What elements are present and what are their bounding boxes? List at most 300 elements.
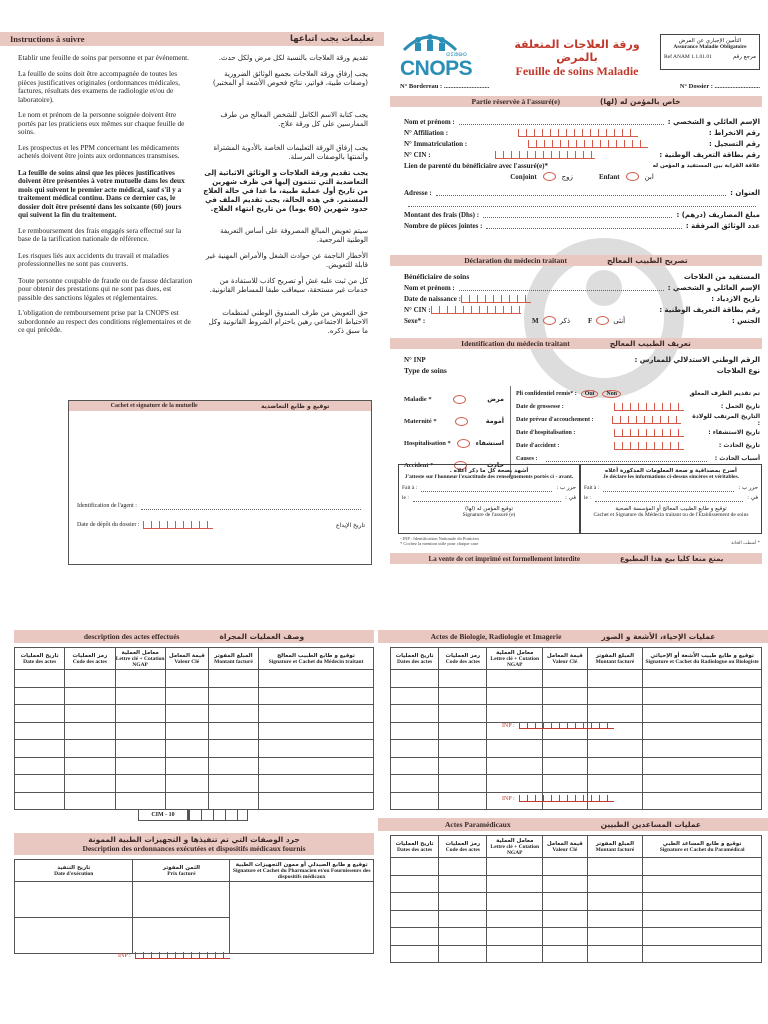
med-le-field[interactable] <box>595 495 743 502</box>
footer-ar: يمنع منعا كليا بيع هذا المطبوع <box>619 554 724 563</box>
table-cell[interactable] <box>165 705 208 723</box>
montant-field[interactable] <box>483 211 672 218</box>
table-row <box>391 670 762 688</box>
immat-label: N° Immatriculation : <box>404 139 468 148</box>
montant-label: Montant des frais (Dhs) : <box>404 210 480 219</box>
table-cell[interactable] <box>439 687 487 705</box>
table-cell[interactable] <box>487 928 543 946</box>
column-header-fr: Lettre clé + Cotation NGAP <box>115 655 165 668</box>
form-title <box>502 38 652 79</box>
pli-non[interactable]: Non <box>602 390 621 398</box>
table-cell[interactable] <box>643 740 762 758</box>
depot-label: Date de dépôt du dossier : <box>77 522 140 528</box>
column-header-fr: Code des actes <box>445 658 480 665</box>
table-cell[interactable] <box>15 740 65 758</box>
table-cell[interactable] <box>115 757 165 775</box>
nom-label-ar: الإسم العائلي و الشخصي : <box>667 117 760 126</box>
table-cell[interactable] <box>643 670 762 688</box>
assure-title-fr: Partie réservée à l'assuré(e) <box>471 97 560 106</box>
maladie-label-ar: مرض <box>487 395 504 403</box>
actes-table <box>14 647 374 810</box>
table-cell[interactable] <box>643 705 762 723</box>
depot-date-field[interactable] <box>143 521 213 529</box>
table-cell[interactable] <box>439 928 487 946</box>
enfant-label-ar: ابن <box>644 172 654 181</box>
mutuelle-header <box>69 401 371 411</box>
column-header-ar: تاريخ التنفيذ <box>57 864 91 871</box>
table-cell[interactable] <box>15 792 65 810</box>
table-cell[interactable] <box>259 792 374 810</box>
column-header-fr: Dates des actes <box>397 846 433 853</box>
column-header-fr: Lettre clé + Cotation NGAP <box>490 655 540 668</box>
le-field[interactable] <box>413 495 561 502</box>
table-cell[interactable] <box>65 775 115 793</box>
para-table-wrap <box>378 831 768 963</box>
instructions-title-ar: تعليمات يجب اتباعها <box>290 34 374 44</box>
column-header <box>15 648 65 670</box>
column-header-ar: توقيع و طابع طبيب الأشعة أو الإحيائي <box>650 652 754 659</box>
adresse-label: Adresse : <box>404 188 432 197</box>
table-cell[interactable] <box>587 687 643 705</box>
table-cell[interactable] <box>391 928 439 946</box>
table-cell[interactable] <box>643 928 762 946</box>
table-cell[interactable] <box>391 910 439 928</box>
table-cell[interactable] <box>439 740 487 758</box>
table-cell[interactable] <box>208 722 258 740</box>
column-header <box>487 648 543 670</box>
table-cell[interactable] <box>259 775 374 793</box>
table-cell[interactable] <box>439 670 487 688</box>
column-header-ar: الثمن المفوتر <box>162 864 201 871</box>
table-cell[interactable] <box>165 775 208 793</box>
depot-row <box>77 521 365 529</box>
footer-fr: La vente de cet imprimé est formellement interdite <box>428 554 580 563</box>
grossesse-label-ar: تاريخ الحمل : <box>720 403 760 410</box>
table-cell[interactable] <box>65 670 115 688</box>
table-cell[interactable] <box>487 757 543 775</box>
table-cell[interactable] <box>133 918 230 954</box>
type-divider <box>510 386 511 476</box>
table-row <box>15 722 374 740</box>
table-cell[interactable] <box>115 740 165 758</box>
table-row <box>15 687 374 705</box>
table-cell[interactable] <box>208 792 258 810</box>
para-title-fr: Actes Paramédicaux <box>445 820 511 829</box>
table-cell[interactable] <box>643 910 762 928</box>
instructions-page <box>0 28 384 568</box>
cin-field[interactable] <box>495 151 595 159</box>
table-cell[interactable] <box>259 687 374 705</box>
instruction-fr: L'obligation de remboursement prise par la CNOPS est subordonnée au respect des conditions réglementaires et de ce qui précède. <box>18 308 191 334</box>
table-cell[interactable] <box>439 792 487 810</box>
table-cell[interactable] <box>208 687 258 705</box>
table-cell[interactable] <box>15 775 65 793</box>
table-cell[interactable] <box>643 858 762 876</box>
column-header <box>165 648 208 670</box>
table-cell[interactable] <box>643 945 762 963</box>
table-cell[interactable] <box>587 757 643 775</box>
table-cell[interactable] <box>439 775 487 793</box>
table-cell[interactable] <box>439 893 487 911</box>
column-header-fr: Signature et Cachet du Radiologue ou Biologiste <box>645 658 759 665</box>
column-header-ar: معامل العملية <box>496 649 534 656</box>
table-cell[interactable] <box>543 858 588 876</box>
benef-nom-label: Nom et prénom : <box>404 283 455 292</box>
table-row <box>391 757 762 775</box>
table-row <box>391 858 762 876</box>
table-cell[interactable] <box>587 893 643 911</box>
table-cell[interactable] <box>487 775 543 793</box>
med-fait-a-label: Fait à : <box>584 485 600 491</box>
column-header <box>391 836 439 858</box>
table-cell[interactable] <box>587 858 643 876</box>
table-row <box>15 775 374 793</box>
table-cell[interactable] <box>543 740 588 758</box>
maternite-checkbox[interactable] <box>455 417 468 426</box>
column-header-ar: رمز العمليات <box>445 652 481 659</box>
table-cell[interactable] <box>165 670 208 688</box>
table-cell[interactable] <box>391 775 439 793</box>
cim-field[interactable] <box>188 809 248 821</box>
declaration-title-fr: Déclaration du médecin traitant <box>464 256 567 265</box>
table-cell[interactable] <box>487 740 543 758</box>
declaration-header <box>390 255 762 266</box>
table-cell[interactable] <box>487 893 543 911</box>
table-cell[interactable] <box>15 687 65 705</box>
column-header <box>208 648 258 670</box>
table-cell[interactable] <box>543 893 588 911</box>
table-cell[interactable] <box>65 757 115 775</box>
instruction-fr: Les risques liés aux accidents du travail et maladies professionnelles ne sont pas couverts. <box>18 250 169 268</box>
table-cell[interactable] <box>543 875 588 893</box>
table-cell[interactable] <box>543 757 588 775</box>
column-header-fr: Signature et Cachet du Pharmacien et/ou Fournisseurs des dispositifs médicaux <box>232 867 371 880</box>
column-header <box>65 648 115 670</box>
causes-label-ar: أسباب الحادث : <box>714 455 760 462</box>
table-cell[interactable] <box>208 740 258 758</box>
column-header <box>587 648 643 670</box>
male-label: M <box>532 316 539 325</box>
instruction-item <box>18 144 370 169</box>
table-cell[interactable] <box>15 670 65 688</box>
ref-anam: Ref ANAM 1.1.01.01 <box>664 54 712 60</box>
table-cell[interactable] <box>259 740 374 758</box>
type-list <box>404 388 504 476</box>
med-fait-a-field[interactable] <box>603 485 734 492</box>
table-cell[interactable] <box>643 792 762 810</box>
column-header-ar: رمز العمليات <box>445 840 481 847</box>
declaration-title-ar: تصريح الطبيب المعالج <box>606 256 688 265</box>
table-cell[interactable] <box>487 910 543 928</box>
agent-label: Identification de l'agent : <box>77 503 137 509</box>
accouch-label: Date prévue d'accouchement : <box>516 416 594 423</box>
bordereau-field[interactable]: N° Bordereau : ............................ <box>400 83 490 90</box>
pli-oui[interactable]: Oui <box>581 390 599 398</box>
column-header-ar: المبلغ المفوتر <box>214 652 253 659</box>
column-header <box>439 648 487 670</box>
ordo-title-fr: Description des ordonnances exécutées et dispositifs médicaux fournis <box>82 844 306 853</box>
nom-field[interactable] <box>459 118 664 125</box>
table-cell[interactable] <box>439 875 487 893</box>
table-cell[interactable] <box>439 945 487 963</box>
maternite-label: Maternité * <box>404 417 437 425</box>
column-header <box>230 860 374 882</box>
column-header <box>643 648 762 670</box>
table-cell[interactable] <box>543 687 588 705</box>
instruction-fr: Le nom et prénom de la personne soignée doivent être portés par les praticiens eux mêmes sur chaque feuille de soins. <box>18 110 185 136</box>
table-cell[interactable] <box>487 875 543 893</box>
column-header-ar: المبلغ المفوتر <box>595 840 635 847</box>
benef-nom-field[interactable] <box>459 284 664 291</box>
table-cell[interactable] <box>115 705 165 723</box>
accouch-label-ar: التاريخ المرتقب للولادة : <box>692 412 760 427</box>
lien-label: Lien de parenté du bénéficiaire avec l'assuré(e)* <box>404 161 548 170</box>
table-row <box>391 775 762 793</box>
table-cell[interactable] <box>643 775 762 793</box>
naissance-field[interactable] <box>461 295 531 303</box>
table-cell[interactable] <box>65 792 115 810</box>
table-cell[interactable] <box>587 740 643 758</box>
table-cell[interactable] <box>165 740 208 758</box>
instruction-fr: Etablir une feuille de soins par personne et par événement. <box>18 53 190 62</box>
table-cell[interactable] <box>65 722 115 740</box>
table-cell[interactable] <box>165 722 208 740</box>
note-inp: - INP : Identification Nationale du Praticien <box>400 536 479 541</box>
table-cell[interactable] <box>391 705 439 723</box>
table-cell[interactable] <box>643 893 762 911</box>
cim-label: CIM - 10 <box>138 809 188 821</box>
table-cell[interactable] <box>391 687 439 705</box>
male-checkbox[interactable] <box>543 316 556 325</box>
pieces-field[interactable] <box>486 222 681 229</box>
table-cell[interactable] <box>259 722 374 740</box>
instruction-item <box>18 252 370 277</box>
table-cell[interactable] <box>391 740 439 758</box>
table-cell[interactable] <box>391 670 439 688</box>
fait-a-label-ar: حرر ب : <box>556 485 576 491</box>
column-header-fr: Valeur Clé <box>174 658 200 665</box>
benef-label: Bénéficiaire de soins <box>404 272 470 281</box>
table-cell[interactable] <box>487 670 543 688</box>
table-cell[interactable] <box>208 705 258 723</box>
bio-title-ar: عمليات الإحياء، الأشعة و الصور <box>601 632 716 641</box>
instruction-ar: كل من ثبت عليه غش أو تصريح كاذب للاستفادة من خدمات غير مستحقة، سيعاقب طبقا للمساطر القانونية. <box>209 276 368 294</box>
inp-label-ar: الرقم الوطني الاستدلالي للممارس : <box>634 355 760 364</box>
hospit-date-label-ar: تاريخ الاستشفاء : <box>708 429 760 436</box>
table-cell[interactable] <box>487 705 543 723</box>
column-header <box>543 648 588 670</box>
conjoint-checkbox[interactable] <box>543 172 556 181</box>
table-cell[interactable] <box>439 858 487 876</box>
med-le-label: le : <box>584 495 591 501</box>
table-cell[interactable] <box>165 757 208 775</box>
table-cell[interactable] <box>391 858 439 876</box>
column-header-ar: المبلغ المفوتر <box>595 652 635 659</box>
table-cell[interactable] <box>391 875 439 893</box>
female-checkbox[interactable] <box>596 316 609 325</box>
female-label: F <box>587 316 593 325</box>
bio-inp-2-field[interactable] <box>519 795 614 802</box>
para-header <box>378 818 768 831</box>
table-cell[interactable] <box>115 687 165 705</box>
benef-cin-label: N° CIN : <box>404 305 431 314</box>
column-header-fr: Valeur Clé <box>552 846 578 853</box>
table-row <box>15 740 374 758</box>
table-cell[interactable] <box>439 722 487 740</box>
mutuelle-box <box>68 400 372 565</box>
table-cell[interactable] <box>643 757 762 775</box>
causes-label: Causes : <box>516 455 538 462</box>
table-cell[interactable] <box>587 775 643 793</box>
assure-header <box>390 96 762 107</box>
hospit-date-label: Date d'hospitalisation : <box>516 429 576 436</box>
adresse-field-2[interactable] <box>408 200 756 207</box>
table-cell[interactable] <box>587 875 643 893</box>
form-title-fr: Feuille de soins Maladie <box>515 64 639 78</box>
table-cell[interactable] <box>65 740 115 758</box>
table-cell[interactable] <box>391 893 439 911</box>
depot-label-ar: تاريخ الإيداع <box>335 521 365 529</box>
fait-a-field[interactable] <box>421 485 552 492</box>
ordo-inp-field[interactable] <box>135 952 230 959</box>
table-cell[interactable] <box>643 722 762 740</box>
causes-field[interactable] <box>546 455 707 462</box>
montant-label-ar: مبلغ المصاريف (درهم) : <box>676 210 760 219</box>
table-cell[interactable] <box>15 757 65 775</box>
table-cell[interactable] <box>259 705 374 723</box>
column-header-fr: Montant facturé <box>214 658 253 665</box>
maladie-checkbox[interactable] <box>453 395 466 404</box>
table-cell[interactable] <box>391 945 439 963</box>
table-cell[interactable] <box>543 928 588 946</box>
table-cell[interactable] <box>587 670 643 688</box>
column-header <box>587 836 643 858</box>
table-cell[interactable] <box>587 705 643 723</box>
table-cell[interactable] <box>587 928 643 946</box>
actes-page <box>14 630 374 1024</box>
table-cell[interactable] <box>259 757 374 775</box>
table-cell[interactable] <box>208 757 258 775</box>
column-header-fr: Prix facturé <box>167 870 196 877</box>
table-cell[interactable] <box>65 687 115 705</box>
column-header-fr: Code des actes <box>445 846 480 853</box>
table-cell[interactable] <box>391 757 439 775</box>
table-cell[interactable] <box>391 722 439 740</box>
accident-label-ar: حادث <box>487 461 504 469</box>
instruction-ar: تقديم ورقة العلاجات بالنسبة لكل مرض ولكل حدث. <box>218 54 368 62</box>
table-cell[interactable] <box>439 910 487 928</box>
inp-label: N° INP <box>404 355 426 364</box>
male-label-ar: ذكر <box>559 316 570 325</box>
table-cell[interactable] <box>391 792 439 810</box>
pieces-label-ar: عدد الوثائق المرفقة : <box>685 221 760 230</box>
table-cell[interactable] <box>115 722 165 740</box>
table-cell[interactable] <box>15 882 133 918</box>
ordo-inp <box>118 952 230 959</box>
table-cell[interactable] <box>259 670 374 688</box>
hospit-label-ar: استشفاء <box>475 439 504 447</box>
benef-cin-label-ar: رقم بطاقة التعريف الوطنية : <box>659 305 760 314</box>
affiliation-field[interactable] <box>518 129 638 137</box>
grossesse-field[interactable] <box>614 403 684 411</box>
table-cell[interactable] <box>439 757 487 775</box>
ident-fields <box>404 354 760 376</box>
enfant-checkbox[interactable] <box>626 172 639 181</box>
immat-field[interactable] <box>528 140 648 148</box>
adresse-label-ar: العنوان : <box>730 188 760 197</box>
table-cell[interactable] <box>643 687 762 705</box>
table-cell[interactable] <box>115 670 165 688</box>
column-header-ar: رمز العمليات <box>72 652 108 659</box>
dossier-field[interactable]: N° Dossier : ............................ <box>679 83 760 90</box>
column-header-fr: Lettre clé + Cotation NGAP <box>490 843 540 856</box>
table-cell[interactable] <box>115 775 165 793</box>
bio-inp-1-field[interactable] <box>519 722 614 729</box>
table-cell[interactable] <box>643 875 762 893</box>
note-cochez: * Cochez la mention utile pour chaque case <box>400 541 479 546</box>
ident-header <box>390 338 762 349</box>
column-header-fr: Signature et Cachet du Médecin traitant <box>268 658 364 665</box>
benef-cin-field[interactable] <box>431 306 521 314</box>
accouch-field[interactable] <box>612 416 681 424</box>
table-cell[interactable] <box>587 910 643 928</box>
hospit-checkbox[interactable] <box>457 439 470 448</box>
hospit-date-field[interactable] <box>614 429 684 437</box>
column-header-ar: معامل العملية <box>121 649 159 656</box>
table-cell[interactable] <box>165 792 208 810</box>
table-cell[interactable] <box>487 945 543 963</box>
table-cell[interactable] <box>543 670 588 688</box>
biologie-page <box>378 630 768 1024</box>
table-cell[interactable] <box>65 705 115 723</box>
table-cell[interactable] <box>15 705 65 723</box>
column-header <box>259 648 374 670</box>
column-header-ar: تاريخ العمليات <box>395 840 434 847</box>
bordereau-row <box>400 83 760 90</box>
table-cell[interactable] <box>230 882 374 954</box>
bio-inp-2 <box>502 795 614 802</box>
table-cell[interactable] <box>543 910 588 928</box>
actes-header <box>14 630 374 643</box>
table-cell[interactable] <box>487 858 543 876</box>
table-cell[interactable] <box>543 775 588 793</box>
table-cell[interactable] <box>487 687 543 705</box>
accident-date-field[interactable] <box>614 442 684 450</box>
adresse-field[interactable] <box>436 189 726 196</box>
table-cell[interactable] <box>543 945 588 963</box>
table-cell[interactable] <box>587 945 643 963</box>
sexe-label-ar: الجنس : <box>731 316 760 325</box>
column-header-ar: قيمة المعامل <box>546 652 583 659</box>
sign-med-ar: توقيع و طابع الطبيب المعالج أو المؤسسة الصحية <box>615 506 727 512</box>
table-cell[interactable] <box>439 705 487 723</box>
table-cell[interactable] <box>15 918 133 954</box>
table-cell[interactable] <box>15 722 65 740</box>
table-cell[interactable] <box>543 705 588 723</box>
table-cell[interactable] <box>208 775 258 793</box>
pieces-label: Nombre de pièces jointes : <box>404 221 483 230</box>
instruction-item <box>18 70 370 111</box>
mutuelle-title-fr: Cachet et signature de la mutuelle <box>110 403 198 409</box>
table-cell[interactable] <box>115 792 165 810</box>
bio-header <box>378 630 768 643</box>
table-cell[interactable] <box>165 687 208 705</box>
table-cell[interactable] <box>133 882 230 918</box>
column-header <box>115 648 165 670</box>
agent-field[interactable] <box>141 503 361 510</box>
naissance-label-ar: تاريخ الازدياد : <box>711 294 760 303</box>
table-cell[interactable] <box>208 670 258 688</box>
